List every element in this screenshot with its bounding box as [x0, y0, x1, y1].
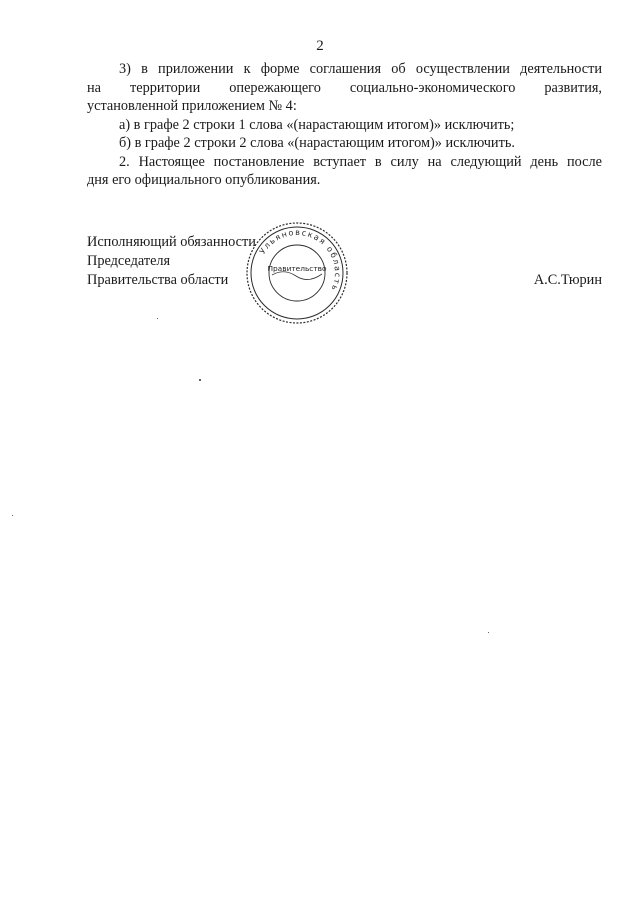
signer-name: А.С.Тюрин	[533, 272, 602, 288]
scan-speck	[157, 318, 158, 319]
item-3a: а) в графе 2 строки 1 слова «(нарастающим итогом)» исключить;	[119, 116, 515, 133]
signer-position-line-3: Правительства области	[87, 272, 229, 288]
seal-center-text: Правительство	[267, 264, 327, 273]
page-number: 2	[316, 38, 324, 54]
scan-speck	[199, 379, 201, 381]
item-3-line-2: на территории опережающего социально-экономического развития,	[87, 79, 602, 96]
item-2-line-1: 2. Настоящее постановление вступает в силу на следующий день после	[119, 153, 602, 170]
item-3-line-1: 3) в приложении к форме соглашения об осуществлении деятельности	[119, 61, 602, 77]
signer-position-line-1: Исполняющий обязанности	[87, 234, 256, 250]
item-2-line-2: дня его официального опубликования.	[87, 172, 321, 188]
item-3-line-3: установленной приложением № 4:	[87, 98, 297, 114]
signer-position	[87, 233, 256, 290]
document-body	[87, 60, 602, 190]
official-seal-stamp	[244, 220, 350, 326]
scan-speck	[12, 515, 13, 516]
scan-speck	[488, 632, 489, 633]
signer-position-line-2: Председателя	[87, 253, 171, 269]
svg-text:Ульяновская область	[258, 228, 342, 293]
item-3b: б) в графе 2 строки 2 слова «(нарастающим итогом)» исключить.	[119, 135, 515, 151]
seal-ring-text: Ульяновская область	[257, 227, 343, 294]
